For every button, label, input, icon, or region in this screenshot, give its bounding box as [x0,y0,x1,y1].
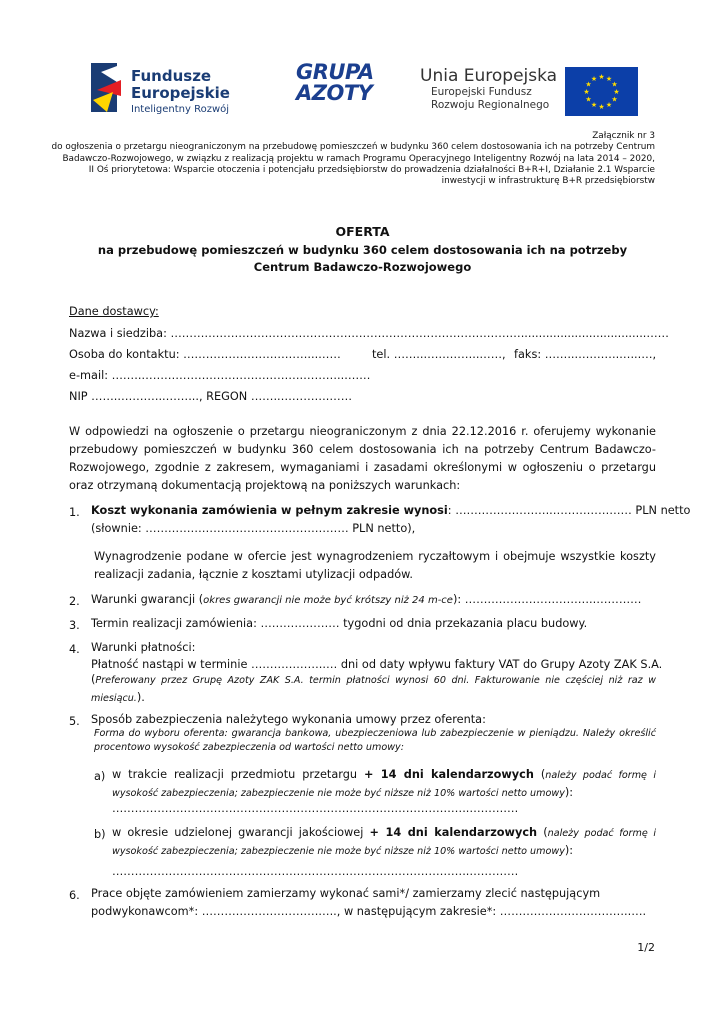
contact-person-field: Osoba do kontaktu: ……………………………...…… [69,348,341,361]
eu-star-icon: ★ [590,100,598,109]
item4-note: (Preferowany przez Grupę Azoty ZAK S.A. termin płatności wynosi 60 dni. Fakturowanie nie częściej niż raz w miesiącu.). [91,673,656,704]
item5-number: 5. [69,715,80,728]
ue-sub1: Europejski Fundusz [431,86,532,98]
item2-italic: okres gwarancji nie może być krótszy niż 24 m-ce [203,595,453,606]
item1-bold: Koszt wykonania zamówienia w pełnym zakresie wynosi [91,504,448,517]
eu-star-icon: ★ [605,75,613,84]
item4-number: 4. [69,643,80,656]
item1-note: Wynagrodzenie podane w ofercie jest wynagrodzeniem ryczałtowym i obejmuje wszystkie koszty realizacji zadania, łącznie z kosztami utylizacji odpadów. [94,550,656,581]
eu-star-icon: ★ [583,88,590,96]
item2-b: ): ……………………………..………… [452,593,642,606]
item5-title: Sposób zabezpieczenia należytego wykonania umowy przez oferenta: [91,713,486,726]
item2-warranty [91,591,641,610]
title-sub1: na przebudowę pomieszczeń w budynku 360 celem dostosowania ich na potrzeby [97,243,628,257]
fe-line2: Europejskie [131,84,230,102]
email-field: e-mail: ……..…………………………………….………...…… [69,369,371,382]
eu-star-icon: ★ [611,95,618,104]
phone-field: tel. ……...…………..……, [372,348,506,361]
title-sub2: Centrum Badawczo-Rozwojowego [253,260,472,274]
item4-note-text: Preferowany przez Grupę Azoty ZAK S.A. termin płatności wynosi 60 dni. Fakturowanie nie częściej niż raz w miesiącu. [91,675,656,704]
item5a-main: w trakcie realizacji przedmiotu przetargu [112,768,358,781]
ue-title: Unia Europejska [420,66,558,86]
annex-line2: do ogłoszenia o przetargu nieograniczonym na przebudowę pomieszczeń w budynku 360 celem dostosowania ich na potrzeby Centrum [51,142,655,153]
fe-logo-icon [87,60,127,115]
eu-star-icon: ★ [605,100,613,109]
item2-number: 2. [69,595,80,608]
item5b-label: b) [94,828,106,841]
ga-line2: AZOTY [296,81,373,105]
item5b-text: w okresie udzielonej gwarancji jakościowej + 14 dni kalendarzowych (należy podać formę i wysokość zabezpieczenia; zabezpieczenie nie może być niższe niż 10% wartości netto umowy): [112,826,657,857]
eu-star-icon: ★ [611,80,618,89]
grupa-azoty-logo [296,62,374,104]
item1-cost [91,502,690,520]
item4-line: Płatność nastąpi w terminie ………………..… dni od daty wpływu faktury VAT do Grupy Azoty ZAK S.A. [91,658,663,671]
item6-line1: Prace objęte zamówieniem zamierzamy wykonać sami*/ zamierzamy zlecić następującym [91,887,601,900]
fe-logo-text [131,68,230,116]
document-title: OFERTA [335,224,390,239]
item5a-italic: należy podać formę i wysokość zabezpieczenia; zabezpieczenie nie może być niższe niż 10% wartości netto umowy [112,770,657,799]
annex-header [35,131,655,187]
fe-line3: Inteligentny Rozwój [131,104,230,115]
item5b-main: w okresie udzielonej gwarancji jakościowej [112,826,364,839]
item4-title: Warunki płatności: [91,641,196,654]
annex-line3: Badawczo-Rozwojowego, w związku z realizacją projektu w ramach Programu Operacyjnego Inteligentny Rozwój na lata 2014 – 2020, [62,153,655,164]
item3-term: Termin realizacji zamówienia: ………………… tygodni od dnia przekazania placu budowy. [91,617,588,630]
intro-paragraph: W odpowiedzi na ogłoszenie o przetargu nieograniczonym z dnia 22.12.2016 r. oferujemy wykonanie przebudowy pomieszczeń w budynku 360 celem dostosowania ich na potrzeby Centrum Badawczo-Rozwojowego, zgodnie z zakresem, wymaganiami i zasadami określonymi w ogłoszeniu o przetargu oraz otrzymaną dokumentacją projektową na poniższych warunkach: [69,425,656,492]
annex-line5: inwestycji w infrastrukturę B+R przedsiębiorstw [441,176,655,187]
eu-star-icon: ★ [613,88,620,96]
item5b-dots: …………………………………………………………………………………..…………. [112,865,519,878]
nip-regon-field: NIP ……..………...……..., REGON ……..………….…… [69,390,352,403]
item6-line2: podwykonawcom*: ………………………….….., w następującym zakresie*: ……………………………..…. [91,905,647,918]
item1-rest: : ……………………..………………… PLN netto [447,504,691,517]
item5a-bold: + 14 dni kalendarzowych [364,768,534,781]
logo-bar [0,0,725,125]
item1-words: (słownie: ……………………………………………… PLN netto), [91,522,416,535]
eu-star-icon: ★ [598,103,605,111]
supplier-name-field: Nazwa i siedziba: …………………………………………………………………………………...................................…… [69,327,669,340]
eu-star-icon: ★ [590,75,598,84]
fe-line1: Fundusze [131,67,212,85]
annex-line1: Załącznik nr 3 [592,131,655,141]
item5b-italic: należy podać formę i wysokość zabezpieczenia; zabezpieczenie nie może być niższe niż 10% wartości netto umowy [112,828,657,857]
ga-line1: GRUPA [296,60,374,84]
item6-number: 6. [69,889,80,902]
eu-flag-icon [565,67,638,116]
annex-line4: II Oś priorytetowa: Wsparcie otoczenia i potencjału przedsiębiorstw do prowadzenia działalności B+R+I, Działanie 2.1 Wsparcie [88,164,655,175]
ue-sub2: Rozwoju Regionalnego [431,99,550,111]
item2-a: Warunki gwarancji ( [91,593,204,606]
item3-number: 3. [69,619,80,632]
item1-number: 1. [69,506,80,519]
item5a-dots: …………………………………………………………………………………..…………. [112,802,519,815]
ue-text [420,66,557,112]
fax-field: faks: ……...………..…...…, [514,348,657,361]
page-number: 1/2 [637,941,655,954]
item5a-text: w trakcie realizacji przedmiotu przetargu + 14 dni kalendarzowych (należy podać formę i wysokość zabezpieczenia; zabezpieczenie nie może być niższe niż 10% wartości netto umowy): [112,768,657,799]
eu-star-icon: ★ [585,95,592,104]
item5a-label: a) [94,770,106,783]
item5-note: Forma do wyboru oferenta: gwarancja bankowa, ubezpieczeniowa lub zabezpieczenie w pieniądzu. Należy określić procentowo wysokość zabezpieczenia od wartości netto umowy: [94,728,656,753]
supplier-label: Dane dostawcy: [69,305,159,318]
eu-star-icon: ★ [585,80,592,89]
eu-star-icon: ★ [598,73,605,81]
item5b-bold: + 14 dni kalendarzowych [369,826,538,839]
